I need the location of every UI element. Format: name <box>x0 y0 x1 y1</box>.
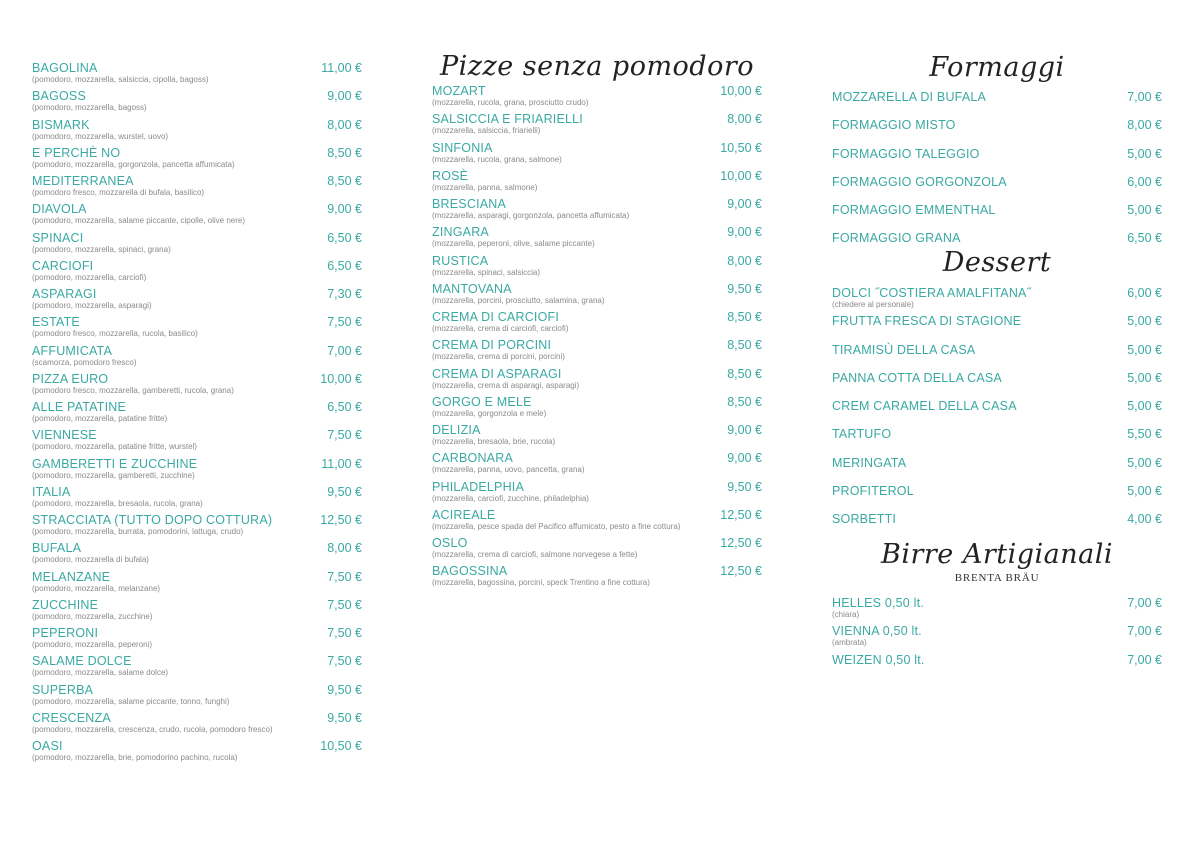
item-ingredients: (mozzarella, panna, uovo, pancetta, grana) <box>432 465 585 475</box>
item-ingredients: (pomodoro, mozzarella, bagoss) <box>32 103 147 113</box>
item-name: ASPARAGI <box>32 287 97 301</box>
item-name: CRESCENZA <box>32 710 111 725</box>
item-ingredients: (pomodoro, mozzarella, gamberetti, zucchine) <box>32 470 195 480</box>
item-name: FORMAGGIO EMMENTHAL <box>832 203 996 217</box>
item-name: BISMARK <box>32 117 90 132</box>
item-price: 12,50 € <box>720 536 762 550</box>
item-ingredients: (pomodoro, mozzarella, melanzane) <box>32 583 161 593</box>
pizza-menu-item <box>32 174 362 202</box>
pizza-menu-item <box>32 344 362 372</box>
formaggi-menu-item <box>832 147 1162 175</box>
item-ingredients: (mozzarella, pesce spada del Pacifico affumicato, pesto a fine cottura) <box>432 521 681 531</box>
item-price: 9,50 € <box>727 479 762 494</box>
item-price: 11,00 € <box>321 61 362 75</box>
item-name: AFFUMICATA <box>32 343 113 358</box>
senza-pomodoro-menu-item <box>432 395 762 423</box>
section-title-formaggi: Formaggi <box>929 52 1065 83</box>
item-name: BAGOSS <box>32 89 86 104</box>
senza-pomodoro-menu-item <box>432 451 762 479</box>
item-ingredients: (pomodoro fresco, mozzarella, gamberetti, rucola, grana) <box>32 385 234 395</box>
item-name: ALLE PATATINE <box>32 400 127 414</box>
item-price: 5,00 € <box>1127 314 1162 329</box>
item-price: 5,00 € <box>1127 203 1162 217</box>
item-name: DELIZIA <box>432 423 481 437</box>
item-price: 9,50 € <box>327 710 362 725</box>
item-name: MERINGATA <box>832 455 907 470</box>
item-ingredients: (mozzarella, gorgonzola e mele) <box>432 408 547 418</box>
item-ingredients: (mozzarella, salsiccia, friarielli) <box>432 126 541 136</box>
item-price: 8,50 € <box>727 366 762 381</box>
dessert-menu-item <box>832 512 1162 540</box>
item-name: PIZZA EURO <box>32 371 109 386</box>
pizza-menu-item <box>32 372 362 400</box>
item-name: E PERCHÈ NO <box>32 145 121 160</box>
item-name: GORGO E MELE <box>432 394 532 409</box>
item-ingredients: (mozzarella, porcini, prosciutto, salamina, grana) <box>432 295 605 305</box>
item-name: BRESCIANA <box>432 197 507 211</box>
senza-pomodoro-menu-item <box>432 225 762 253</box>
item-name: ACIREALE <box>432 507 496 522</box>
senza-pomodoro-menu-item <box>432 423 762 451</box>
item-price: 6,50 € <box>327 258 362 273</box>
pizza-menu-item <box>32 739 362 767</box>
pizza-menu-item <box>32 231 362 259</box>
senza-pomodoro-menu-item <box>432 310 762 338</box>
pizza-menu-item <box>32 683 362 711</box>
item-price: 10,50 € <box>720 140 762 155</box>
item-price: 8,00 € <box>727 112 762 127</box>
item-name: BAGOLINA <box>32 61 98 75</box>
item-price: 8,00 € <box>327 541 362 556</box>
item-ingredients: (pomodoro, mozzarella, salame piccante, tonno, funghi) <box>32 696 230 706</box>
item-price: 9,00 € <box>727 451 762 466</box>
item-ingredients: (pomodoro, mozzarella, salame dolce) <box>32 668 169 678</box>
pizza-menu-item <box>32 598 362 626</box>
item-name: CREMA DI ASPARAGI <box>432 366 562 381</box>
item-name: OASI <box>32 739 63 753</box>
item-price: 7,00 € <box>1127 596 1162 610</box>
item-ingredients: (pomodoro, mozzarella, crescenza, crudo, rucola, pomodoro fresco) <box>32 724 273 734</box>
item-price: 9,50 € <box>327 484 362 499</box>
formaggi-menu-item <box>832 203 1162 231</box>
item-price: 5,00 € <box>1127 483 1162 498</box>
item-price: 7,00 € <box>1127 624 1162 639</box>
item-price: 7,50 € <box>327 626 362 640</box>
item-price: 9,50 € <box>327 682 362 697</box>
item-ingredients: (mozzarella, bagossina, porcini, speck Trentino a fine cottura) <box>432 578 650 588</box>
dessert-menu-item <box>832 286 1162 314</box>
item-name: SORBETTI <box>832 512 897 526</box>
item-price: 9,00 € <box>327 202 362 217</box>
item-price: 8,50 € <box>727 310 762 324</box>
item-ingredients: (mozzarella, peperoni, olive, salame piccante) <box>432 239 595 249</box>
item-ingredients: (pomodoro, mozzarella, zucchine) <box>32 611 153 621</box>
item-price: 7,50 € <box>327 569 362 584</box>
item-price: 5,00 € <box>1127 342 1162 357</box>
item-name: FORMAGGIO GORGONZOLA <box>832 174 1007 189</box>
item-name: MOZART <box>432 84 486 98</box>
item-price: 8,50 € <box>727 394 762 409</box>
item-price: 9,50 € <box>727 281 762 296</box>
item-price: 8,50 € <box>327 174 362 188</box>
item-name: SALAME DOLCE <box>32 654 132 669</box>
dessert-menu-item <box>832 399 1162 427</box>
item-price: 7,50 € <box>327 315 362 330</box>
item-name: TARTUFO <box>832 427 892 442</box>
pizza-menu-item <box>32 626 362 654</box>
pizza-menu-item <box>32 259 362 287</box>
item-price: 10,00 € <box>720 168 762 183</box>
item-ingredients: (chiara) <box>832 610 860 619</box>
senza-pomodoro-menu-item <box>432 169 762 197</box>
item-price: 7,50 € <box>327 428 362 443</box>
item-name: FORMAGGIO TALEGGIO <box>832 146 980 161</box>
formaggi-menu-item <box>832 90 1162 118</box>
item-price: 7,30 € <box>327 287 362 301</box>
dessert-menu-item <box>832 343 1162 371</box>
item-price: 7,00 € <box>327 343 362 358</box>
item-ingredients: (mozzarella, crema di carciofi, salmone norvegese a fette) <box>432 550 638 559</box>
item-ingredients: (pomodoro, mozzarella, bresaola, rucola, grana) <box>32 498 203 508</box>
dessert-menu-item <box>832 484 1162 512</box>
item-price: 11,00 € <box>321 456 362 471</box>
senza-pomodoro-menu-item <box>432 84 762 112</box>
item-price: 10,00 € <box>720 84 762 98</box>
item-ingredients: (mozzarella, crema di carciofi, carciofi) <box>432 324 569 333</box>
item-ingredients: (pomodoro, mozzarella, brie, pomodorino pachino, rucola) <box>32 753 238 762</box>
item-ingredients: (pomodoro, mozzarella, patatine fritte, wurstel) <box>32 442 197 452</box>
dessert-menu-item <box>832 427 1162 455</box>
item-name: OSLO <box>432 536 468 550</box>
birre-menu-item <box>832 653 1162 681</box>
item-price: 6,50 € <box>1127 231 1162 246</box>
item-name: ROSÈ <box>432 168 469 183</box>
item-price: 8,00 € <box>1127 118 1162 133</box>
item-name: PROFITEROL <box>832 483 914 498</box>
item-name: MEDITERRANEA <box>32 174 134 188</box>
item-ingredients: (mozzarella, bresaola, brie, rucola) <box>432 437 556 446</box>
senza-pomodoro-menu-item <box>432 141 762 169</box>
item-name: ESTATE <box>32 315 80 330</box>
pizza-menu-item <box>32 61 362 89</box>
senza-pomodoro-menu-item <box>432 536 762 564</box>
item-price: 6,00 € <box>1127 286 1162 300</box>
pizza-menu-item <box>32 513 362 541</box>
item-ingredients: (pomodoro, mozzarella, wurstel, uovo) <box>32 131 169 141</box>
item-price: 9,00 € <box>327 89 362 104</box>
formaggi-menu-item <box>832 231 1162 259</box>
item-ingredients: (pomodoro, mozzarella, carciofi) <box>32 272 147 282</box>
birre-menu-item <box>832 624 1162 652</box>
section-subtitle-birre: BRENTA BRÄU <box>954 572 1040 584</box>
item-name: DIAVOLA <box>32 202 87 217</box>
senza-pomodoro-menu-item <box>432 564 762 592</box>
item-name: CREM CARAMEL DELLA CASA <box>832 399 1017 413</box>
pizza-menu-item <box>32 457 362 485</box>
item-name: STRACCIATA (TUTTO DOPO COTTURA) <box>32 513 273 527</box>
pizza-menu-item <box>32 202 362 230</box>
pizza-menu-item <box>32 428 362 456</box>
pizza-menu-item <box>32 146 362 174</box>
item-name: SPINACI <box>32 230 84 245</box>
senza-pomodoro-menu-item <box>432 367 762 395</box>
item-price: 7,50 € <box>327 654 362 669</box>
item-ingredients: (pomodoro, mozzarella, gorgonzola, pancetta affumicata) <box>32 159 235 169</box>
item-price: 5,00 € <box>1127 399 1162 413</box>
item-ingredients: (pomodoro, mozzarella, patatine fritte) <box>32 414 168 423</box>
item-name: FORMAGGIO GRANA <box>832 231 961 246</box>
item-name: BAGOSSINA <box>432 564 508 579</box>
item-name: FRUTTA FRESCA DI STAGIONE <box>832 314 1022 329</box>
pizza-menu-item <box>32 485 362 513</box>
item-ingredients: (pomodoro, mozzarella, salsiccia, cipolla, bagoss) <box>32 75 209 84</box>
senza-pomodoro-menu-item <box>432 480 762 508</box>
item-name: CARCIOFI <box>32 258 94 273</box>
dessert-menu-item <box>832 456 1162 484</box>
item-price: 5,00 € <box>1127 146 1162 161</box>
item-name: SALSICCIA E FRIARIELLI <box>432 112 583 127</box>
section-title-senza-pomodoro: Pizze senza pomodoro <box>439 51 755 82</box>
item-name: VIENNESE <box>32 428 97 443</box>
item-ingredients: (pomodoro, mozzarella, peperoni) <box>32 640 153 649</box>
item-price: 5,00 € <box>1127 455 1162 470</box>
pizza-menu-item <box>32 315 362 343</box>
item-name: PHILADELPHIA <box>432 479 525 494</box>
item-name: PEPERONI <box>32 626 99 640</box>
senza-pomodoro-menu-item <box>432 282 762 310</box>
item-name: VIENNA 0,50 lt. <box>832 624 922 639</box>
item-ingredients: (pomodoro, mozzarella, salame piccante, cipolle, olive nere) <box>32 216 245 226</box>
item-name: SINFONIA <box>432 140 493 155</box>
item-price: 5,00 € <box>1127 370 1162 385</box>
pizza-menu-item <box>32 89 362 117</box>
item-name: GAMBERETTI E ZUCCHINE <box>32 456 198 471</box>
item-name: DOLCI ˝COSTIERA AMALFITANA˝ <box>832 286 1031 300</box>
item-price: 6,50 € <box>327 230 362 245</box>
item-ingredients: (mozzarella, asparagi, gorgonzola, pancetta affumicata) <box>432 211 630 220</box>
item-name: CREMA DI PORCINI <box>432 338 552 353</box>
pizza-menu-item <box>32 570 362 598</box>
item-name: CREMA DI CARCIOFI <box>432 310 560 324</box>
formaggi-menu-item <box>832 175 1162 203</box>
senza-pomodoro-menu-item <box>432 112 762 140</box>
item-name: MANTOVANA <box>432 281 512 296</box>
item-name: SUPERBA <box>32 682 94 697</box>
item-price: 12,50 € <box>720 507 762 522</box>
item-name: RUSTICA <box>432 253 489 268</box>
item-ingredients: (mozzarella, crema di asparagi, asparagi) <box>432 380 580 390</box>
item-name: TIRAMISÙ DELLA CASA <box>832 342 976 357</box>
item-price: 8,50 € <box>727 338 762 353</box>
item-ingredients: (mozzarella, crema di porcini, porcini) <box>432 352 565 362</box>
pizza-menu-item <box>32 541 362 569</box>
birre-menu-item <box>832 596 1162 624</box>
item-price: 10,50 € <box>320 739 362 753</box>
item-price: 6,50 € <box>327 400 362 414</box>
item-price: 8,00 € <box>327 117 362 132</box>
item-price: 12,50 € <box>320 513 362 527</box>
item-name: WEIZEN 0,50 lt. <box>832 652 925 667</box>
item-price: 8,00 € <box>727 253 762 268</box>
item-price: 8,50 € <box>327 145 362 160</box>
item-price: 12,50 € <box>720 564 762 579</box>
senza-pomodoro-menu-item <box>432 197 762 225</box>
item-name: ITALIA <box>32 484 71 499</box>
item-price: 9,00 € <box>727 197 762 211</box>
pizza-menu-item <box>32 400 362 428</box>
pizza-menu-item <box>32 711 362 739</box>
item-ingredients: (scamorza, pomodoro fresco) <box>32 357 137 367</box>
item-price: 9,00 € <box>727 225 762 240</box>
item-name: FORMAGGIO MISTO <box>832 118 956 133</box>
item-price: 5,50 € <box>1127 427 1162 442</box>
item-name: PANNA COTTA DELLA CASA <box>832 370 1002 385</box>
item-ingredients: (chiedere al personale) <box>832 300 914 309</box>
item-price: 10,00 € <box>320 371 362 386</box>
item-ingredients: (mozzarella, rucola, grana, salmone) <box>432 154 562 164</box>
dessert-menu-item <box>832 314 1162 342</box>
formaggi-menu-item <box>832 118 1162 146</box>
dessert-menu-item <box>832 371 1162 399</box>
item-price: 9,00 € <box>727 423 762 437</box>
senza-pomodoro-menu-item <box>432 508 762 536</box>
section-title-dessert: Dessert <box>942 247 1052 278</box>
item-ingredients: (pomodoro, mozzarella di bufala) <box>32 555 149 565</box>
item-ingredients: (pomodoro, mozzarella, burrata, pomodorini, lattuga, crudo) <box>32 527 244 536</box>
item-price: 7,00 € <box>1127 90 1162 104</box>
item-price: 4,00 € <box>1127 512 1162 526</box>
pizza-menu-item <box>32 287 362 315</box>
item-ingredients: (pomodoro, mozzarella, spinaci, grana) <box>32 244 171 254</box>
item-ingredients: (mozzarella, spinaci, salsiccia) <box>432 267 541 277</box>
pizza-menu-item <box>32 654 362 682</box>
item-name: MOZZARELLA DI BUFALA <box>832 90 987 104</box>
item-price: 7,50 € <box>327 597 362 612</box>
senza-pomodoro-menu-item <box>432 338 762 366</box>
item-ingredients: (mozzarella, panna, salmone) <box>432 182 538 192</box>
item-name: HELLES 0,50 lt. <box>832 596 924 610</box>
item-price: 7,00 € <box>1127 652 1162 667</box>
section-title-birre: Birre Artigianali <box>880 539 1113 570</box>
pizza-menu-item <box>32 118 362 146</box>
item-name: BUFALA <box>32 541 82 556</box>
item-ingredients: (ambrata) <box>832 638 867 648</box>
item-price: 6,00 € <box>1127 174 1162 189</box>
item-name: ZINGARA <box>432 225 489 240</box>
item-ingredients: (pomodoro fresco, mozzarella, rucola, basilico) <box>32 329 198 339</box>
senza-pomodoro-menu-item <box>432 254 762 282</box>
item-ingredients: (mozzarella, rucola, grana, prosciutto crudo) <box>432 98 589 107</box>
item-ingredients: (mozzarella, carciofi, zucchine, philadelphia) <box>432 493 589 503</box>
item-name: CARBONARA <box>432 451 513 466</box>
item-name: ZUCCHINE <box>32 597 99 612</box>
item-ingredients: (pomodoro, mozzarella, asparagi) <box>32 301 152 310</box>
item-name: MELANZANE <box>32 569 111 584</box>
item-ingredients: (pomodoro fresco, mozzarella di bufala, basilico) <box>32 188 205 197</box>
